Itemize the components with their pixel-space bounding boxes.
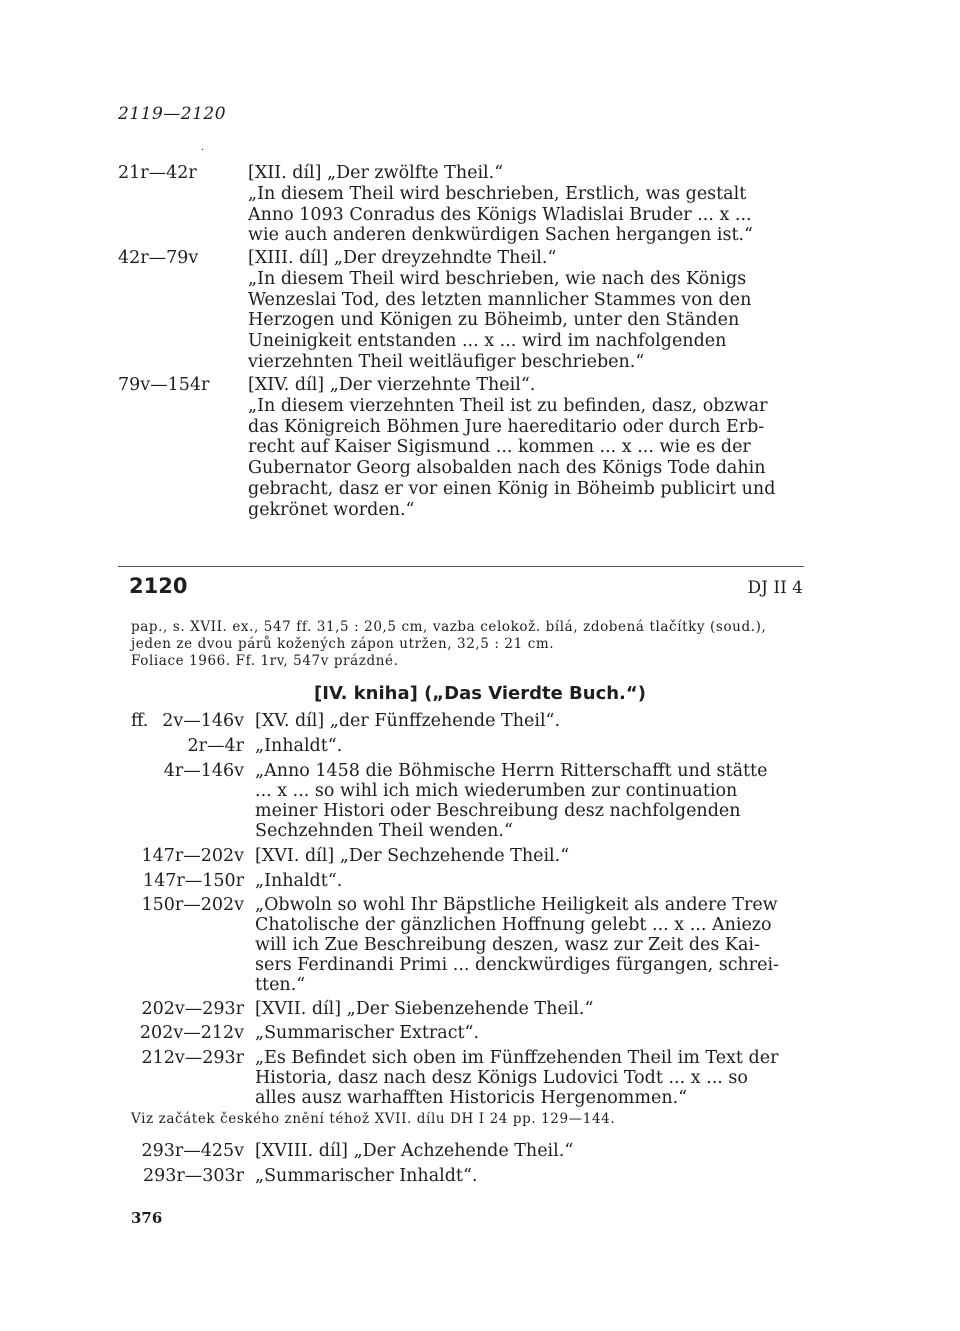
entry-line: [XVIII. díl] „Der Achzehende Theil.“ [255,1141,574,1161]
entry-line: meiner Histori oder Beschreibung desz nachfolgenden [255,801,741,821]
entry-line: Historia, dasz nach desz Königs Ludovici Todt ... x ... so [255,1068,748,1088]
cross-reference-note: Viz začátek českého znění téhož XVII. dílu DH I 24 pp. 129—144. [131,1111,616,1127]
manuscript-description [131,619,766,670]
folio-range: 2v—146v [162,711,244,731]
entry-line: „Obwoln so wohl Ihr Bäpstliche Heiligkeit als andere Trew [255,895,778,915]
book-heading: [IV. kniha] („Das Vierdte Buch.“) [314,683,646,704]
entry-line: alles ausz warhafften Historicis Hergenommen.“ [255,1088,688,1108]
folio-range: 147r—150r [142,871,244,891]
entry-line: „Summarischer Extract“. [255,1023,480,1043]
entry-line: „Summarischer Inhaldt“. [255,1166,478,1186]
entry-line: „Inhaldt“. [255,736,343,756]
entry-line: „In diesem Theil wird beschrieben, wie nach des Königs [248,268,747,289]
entry-line: gebracht, dasz er vor einen König in Böheimb publicirt und [248,478,776,499]
folio-range: 150r—202v [141,895,244,915]
folio-range: 21r—42r [118,163,197,183]
entry-line: „Anno 1458 die Böhmische Herrn Ritterschafft und stätte [255,761,768,781]
description-line: pap., s. XVII. ex., 547 ff. 31,5 : 20,5 cm, vazba celokož. bílá, zdobená tlačítky (soud.), [131,619,767,635]
entry-line: gekrönet worden.“ [248,499,415,520]
running-head: 2119—2120 [118,104,227,124]
entry-line: Gubernator Georg alsobalden nach des Königs Tode dahin [248,458,766,479]
entry-line: wie auch anderen denkwürdigen Sachen hergangen ist.“ [248,225,753,246]
section-signature: DJ II 4 [747,578,803,598]
entry-line: Uneinigkeit entstanden ... x ... wird im nachfolgenden [248,331,727,352]
page-number: 376 [131,1209,163,1227]
entry-line: „In diesem Theil wird beschrieben, Erstlich, was gestalt [248,183,747,204]
entry-line: Sechzehnden Theil wenden.“ [255,821,513,841]
entry-line: [XV. díl] „der Fünffzehende Theil“. [255,711,561,731]
entry-line: Wenzeslai Tod, des letzten mannlicher Stammes von den [248,289,752,310]
description-line: jeden ze dvou párů kožených zápon utržen, 32,5 : 21 cm. [131,636,555,652]
entry-line: Chatolische der gänzlichen Hoffnung gelebt ... x ... Aniezo [255,915,772,935]
folio-range: 147r—202v [141,846,244,866]
section-rule [118,566,804,567]
entry-line: recht auf Kaiser Sigismund ... kommen ... x ... wie es der [248,437,751,458]
ff-label: ff. [131,711,149,731]
entry-line: Anno 1093 Conradus des Königs Wladislai Bruder ... x ... [248,204,752,225]
entry-line: sers Ferdinandi Primi ... denckwürdiges fürgangen, schrei- [255,955,780,975]
stray-dot: . [201,142,205,153]
folio-range: 202v—212v [139,1023,244,1043]
folio-range: 79v—154r [118,375,210,395]
entry-line: [XII. díl] „Der zwölfte Theil.“ [248,163,504,183]
folio-range: 4r—146v [163,761,244,781]
entry-line: vierzehnten Theil weitläufiger beschrieben.“ [248,351,645,372]
folio-range: 212v—293r [141,1048,244,1068]
entry-line: Herzogen und Königen zu Böheimb, unter den Ständen [248,310,740,331]
folio-range: 293r—425v [141,1141,244,1161]
entry-line: tten.“ [255,975,306,995]
folio-range: 293r—303r [142,1166,244,1186]
entry-line: [XVI. díl] „Der Sechzehende Theil.“ [255,846,570,866]
folio-range: 202v—293r [141,999,244,1019]
entry-line: [XIV. díl] „Der vierzehnte Theil“. [248,375,536,395]
entry-line: will ich Zue Beschreibung deszen, wasz zur Zeit des Kai- [255,935,760,955]
description-line: Foliace 1966. Ff. 1rv, 547v prázdné. [131,653,399,669]
folio-range: 2r—4r [187,736,244,756]
entry-line: ... x ... so wihl ich mich wiederumben zur continuation [255,781,738,801]
entry-line: [XIII. díl] „Der dreyzehndte Theil.“ [248,248,557,268]
entry-line: „Es Befindet sich oben im Fünffzehenden Theil im Text der [255,1048,779,1068]
folio-range: 42r—79v [118,248,199,268]
section-number: 2120 [129,574,188,598]
entry-line: „Inhaldt“. [255,871,343,891]
entry-line: [XVII. díl] „Der Siebenzehende Theil.“ [255,999,594,1019]
entry-line: das Königreich Böhmen Jure haereditario oder durch Erb- [248,416,765,437]
entry-line: „In diesem vierzehnten Theil ist zu befinden, dasz, obzwar [248,395,768,416]
